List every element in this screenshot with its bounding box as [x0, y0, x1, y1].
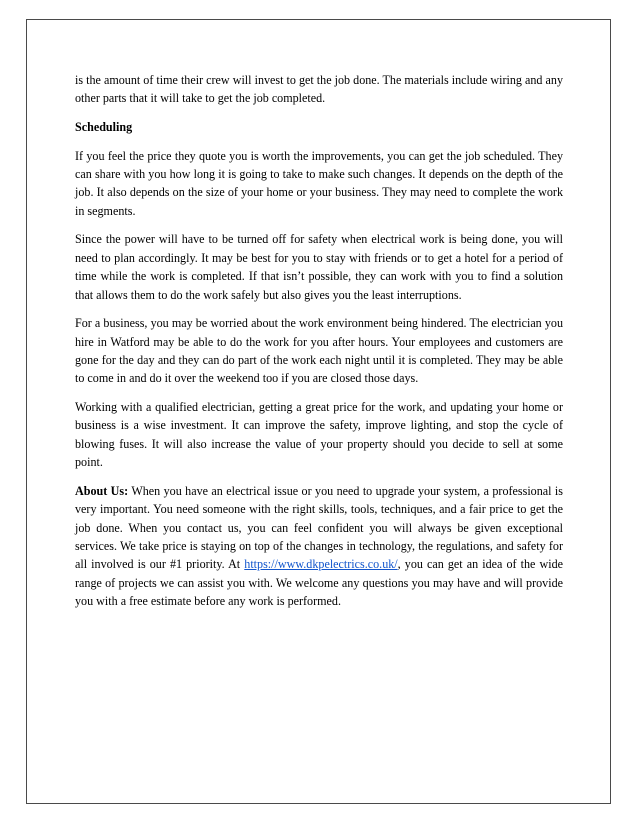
paragraph-power-off: Since the power will have to be turned off for safety when electrical work is being done, you will need to plan accordingly. It may be best for you to stay with friends or to get a hotel for a period of time while the work is completed. If that isn’t possible, they can work with you to find a solution that allows them to do the work safely but also gives you the least interruptions. — [75, 232, 563, 302]
document-body — [75, 71, 563, 621]
paragraph-scheduling: If you feel the price they quote you is worth the improvements, you can get the job scheduled. They can share with you how long it is going to take to make such changes. It depends on the depth of the job. It also depends on the size of your home or your business. They may need to complete the work in segments. — [75, 148, 563, 218]
about-us-text-before-link: When you have an electrical issue or you need to upgrade your system, a professional is very important. You need someone with the right skills, tools, techniques, and a fair price to get the job done. When you contact us, you can feel confident you will always be given exceptional services. We take price is staying on top of the changes in technology, the regulations, and safety for all involved is our #1 priority. At — [75, 483, 563, 572]
about-us-label: About Us: — [75, 483, 129, 498]
website-link[interactable]: https://www.dkpelectrics.co.uk/ — [244, 557, 398, 572]
paragraph-investment: Working with a qualified electrician, getting a great price for the work, and updating your home or business is a wise investment. It can improve the safety, improve lighting, and stop the cycle of blowing fuses. It will also increase the value of your property should you decide to sell at some point. — [75, 400, 563, 470]
paragraph-about-us — [75, 482, 563, 611]
paragraph-continuation: is the amount of time their crew will invest to get the job done. The materials include wiring and any other parts that it will take to get the job completed. — [75, 73, 563, 106]
paragraph-business: For a business, you may be worried about the work environment being hindered. The electrician you hire in Watford may be able to do the work for you after hours. Your employees and customers are gone for the day and they can do part of the work each night until it is completed. They may be able to come in and do it over the weekend too if you are closed those days. — [75, 316, 563, 386]
section-heading-scheduling: Scheduling — [75, 120, 133, 134]
about-us-text-after-link: , you can get an idea of the wide range of projects we can assist you with. We welcome any questions you may have and will provide you with a free estimate before any work is performed. — [75, 557, 564, 609]
